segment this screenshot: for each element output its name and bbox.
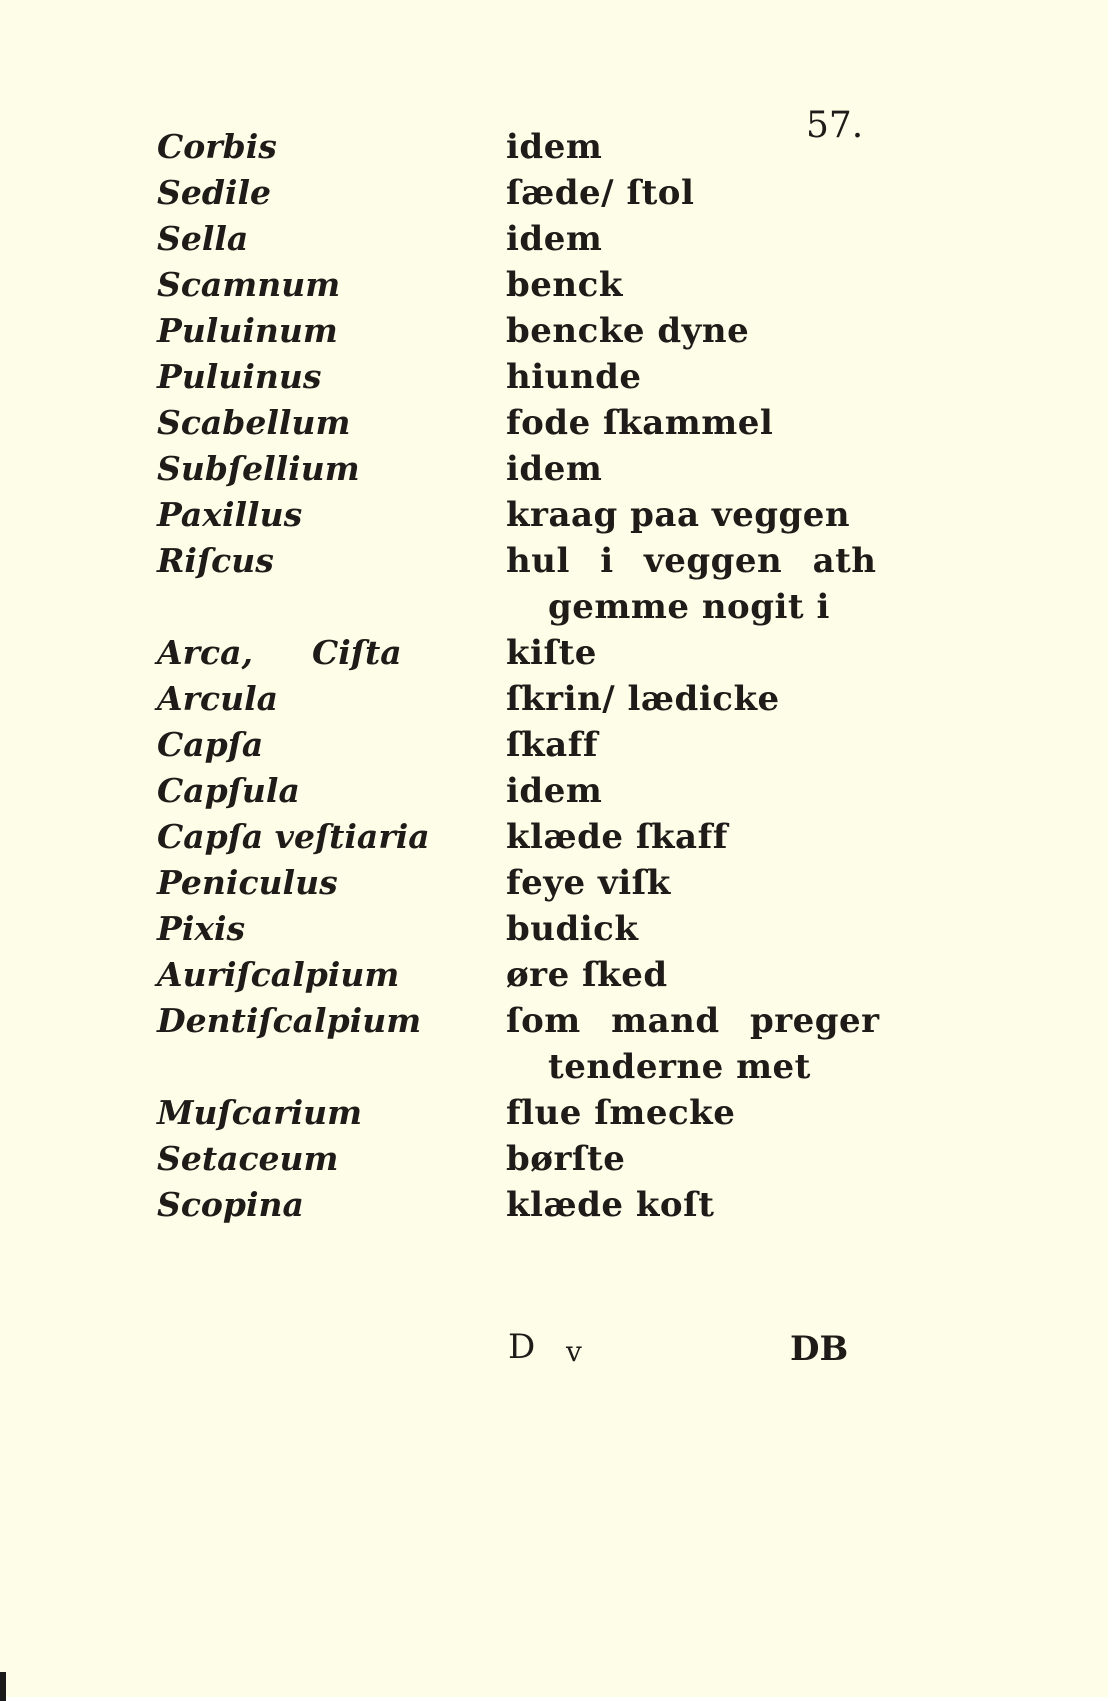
latin-term: Dentiſcalpium (157, 1001, 422, 1040)
signature-numeral: v (566, 1335, 582, 1368)
danish-term: hul i veggen ath (506, 541, 877, 581)
danish-term-continuation: gemme nogit i (548, 587, 830, 627)
danish-term: bencke dyne (506, 311, 750, 351)
latin-term: Arca, (157, 633, 253, 672)
catchword: DB (790, 1329, 849, 1369)
latin-term: Muſcarium (157, 1093, 363, 1132)
latin-term: Capſa veſtiaria (157, 817, 430, 856)
danish-term: flue ſmecke (506, 1093, 736, 1133)
danish-term: kiſte (506, 633, 597, 673)
danish-term: klæde koſt (506, 1185, 715, 1225)
danish-term-continuation: tenderne met (548, 1047, 811, 1087)
danish-term: ſæde/ ſtol (506, 173, 695, 213)
latin-term: Sedile (157, 173, 271, 212)
latin-term: Paxillus (157, 495, 303, 534)
latin-term: Scopina (157, 1185, 304, 1224)
danish-term: feye viſk (506, 863, 671, 903)
latin-term: Sella (157, 219, 249, 258)
danish-term: idem (506, 449, 603, 489)
latin-term: Capſula (157, 771, 300, 810)
danish-term: fode ſkammel (506, 403, 774, 443)
latin-term: Arcula (157, 679, 278, 718)
page-number: 57. (806, 105, 864, 146)
latin-term: Puluinus (157, 357, 322, 396)
latin-term: Pixis (157, 909, 246, 948)
danish-term: ſkrin/ lædicke (506, 679, 780, 719)
latin-term: Auriſcalpium (157, 955, 400, 994)
latin-term-alternate: Ciſta (312, 633, 402, 672)
danish-term: benck (506, 265, 623, 305)
danish-term: klæde ſkaff (506, 817, 728, 857)
danish-term: ſkaff (506, 725, 598, 765)
latin-term: Puluinum (157, 311, 338, 350)
latin-term: Riſcus (157, 541, 274, 580)
latin-term: Scamnum (157, 265, 341, 304)
danish-term: ſom mand preger (506, 1001, 880, 1041)
danish-term: hiunde (506, 357, 642, 397)
latin-term: Setaceum (157, 1139, 339, 1178)
latin-term: Scabellum (157, 403, 351, 442)
danish-term: budick (506, 909, 639, 949)
latin-term: Corbis (157, 127, 277, 166)
danish-term: børſte (506, 1139, 626, 1179)
scan-edge-mark (0, 1672, 6, 1701)
danish-term: idem (506, 127, 603, 167)
danish-term: kraag paa veggen (506, 495, 851, 535)
danish-term: idem (506, 771, 603, 811)
latin-term: Capſa (157, 725, 264, 764)
latin-term: Peniculus (157, 863, 338, 902)
scan-margin (1108, 0, 1120, 1701)
danish-term: idem (506, 219, 603, 259)
danish-term: øre ſked (506, 955, 668, 995)
signature-letter: D (508, 1327, 536, 1367)
latin-term: Subſellium (157, 449, 360, 488)
